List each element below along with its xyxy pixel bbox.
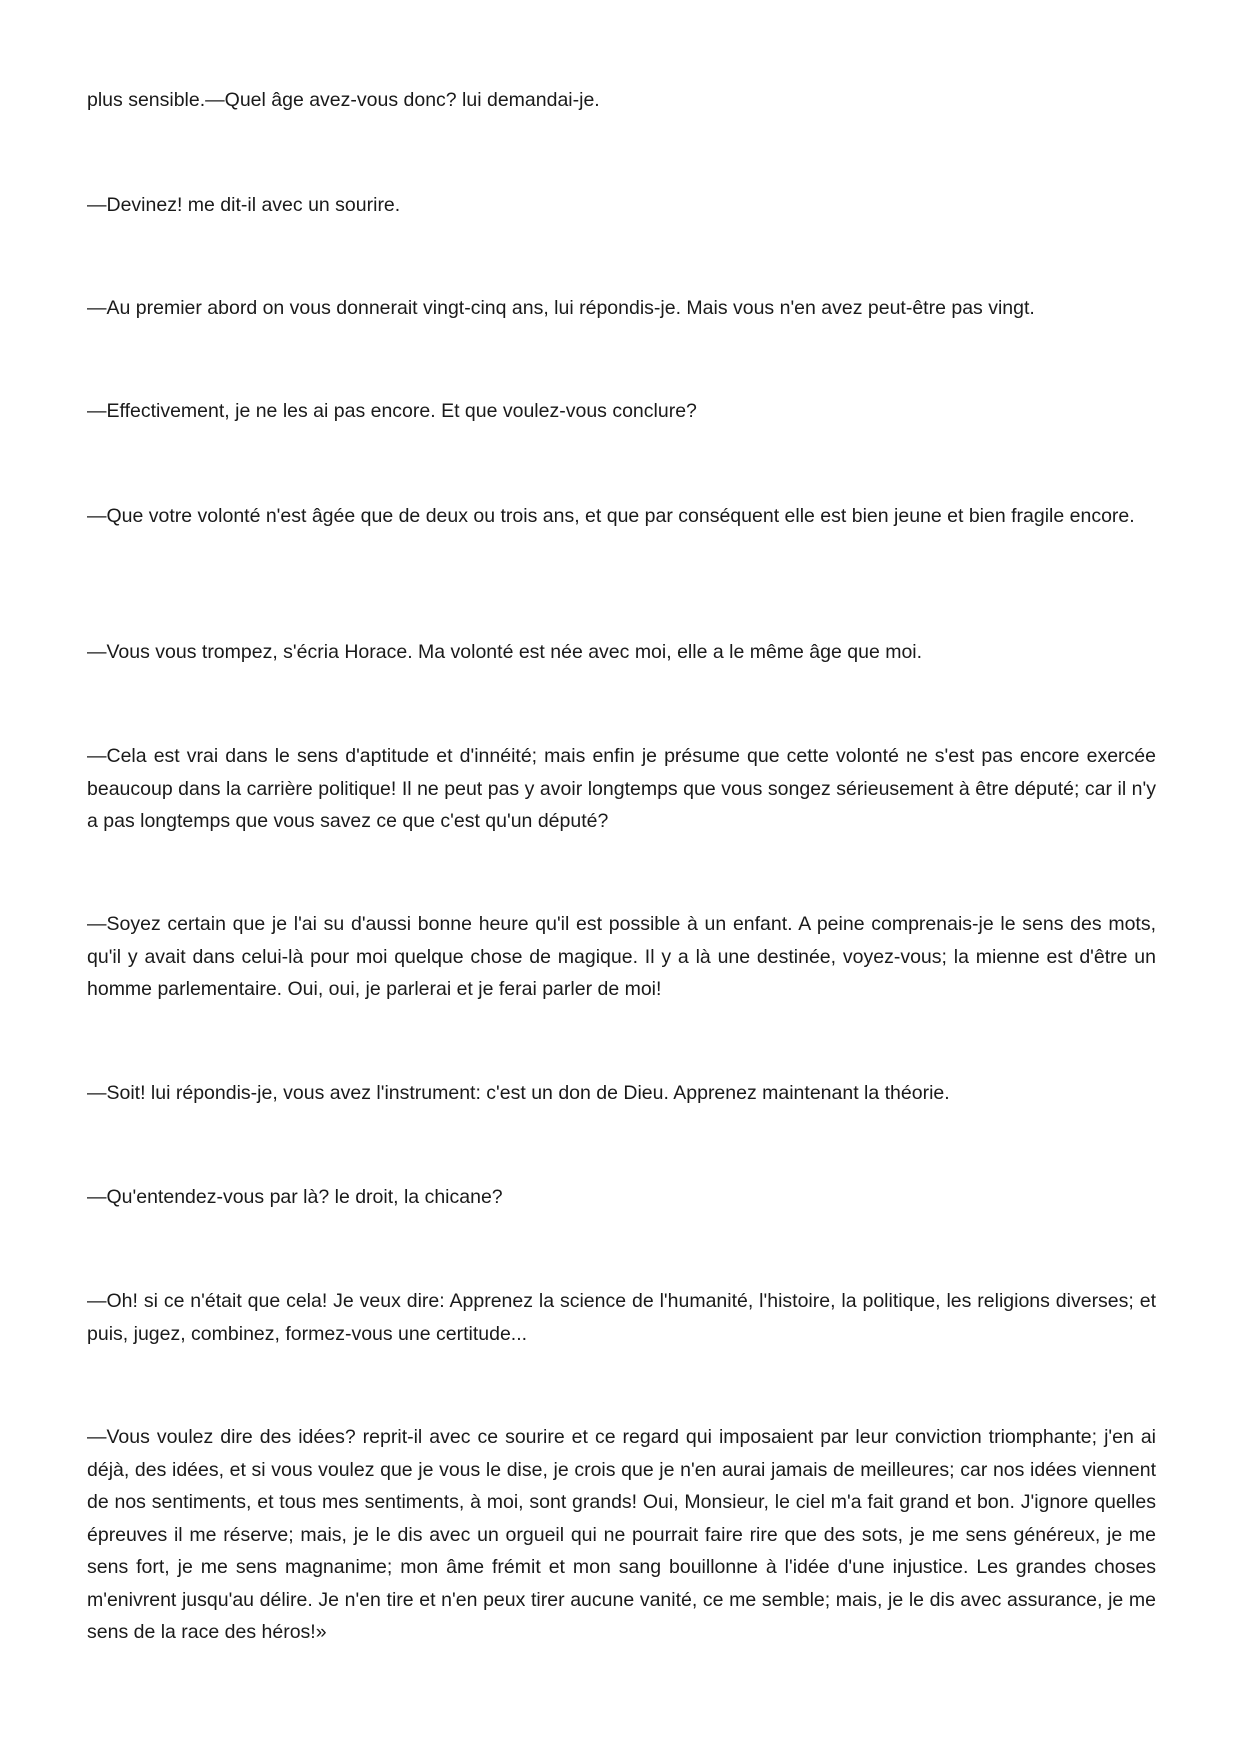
document-page	[87, 0, 1156, 1755]
paragraph-3: —Au premier abord on vous donnerait vingt-cinq ans, lui répondis-je. Mais vous n'en avez peut-être pas vingt.	[87, 297, 1035, 319]
paragraph-2: —Devinez! me dit-il avec un sourire.	[87, 194, 401, 216]
paragraph-9: —Soit! lui répondis-je, vous avez l'instrument: c'est un don de Dieu. Apprenez maintenant la théorie.	[87, 1082, 950, 1104]
paragraph-1: plus sensible.—Quel âge avez-vous donc? lui demandai-je.	[87, 89, 600, 111]
paragraph-10: —Qu'entendez-vous par là? le droit, la chicane?	[87, 1186, 503, 1208]
paragraph-6: —Vous vous trompez, s'écria Horace. Ma volonté est née avec moi, elle a le même âge que moi.	[87, 641, 923, 663]
paragraph-8: —Soyez certain que je l'ai su d'aussi bonne heure qu'il est possible à un enfant. A peine comprenais-je le sens des mots, qu'il y avait dans celui-là pour moi quelque chose de magique. Il y a là une destinée, voyez-vous; la mienne est d'être un homme parlementaire. Oui, oui, je parlerai et je ferai parler de moi!	[87, 913, 1156, 1000]
paragraph-12: —Vous voulez dire des idées? reprit-il avec ce sourire et ce regard qui imposaient par leur conviction triomphante; j'en ai déjà, des idées, et si vous voulez que je vous le dise, je crois que je n'en aurai jamais de meilleures; car nos idées viennent de nos sentiments, et tous mes sentiments, à moi, sont grands! Oui, Monsieur, le ciel m'a fait grand et bon. J'ignore quelles épreuves il me réserve; mais, je le dis avec un orgueil qui ne pourrait faire rire que des sots, je me sens généreux, je me sens fort, je me sens magnanime; mon âme frémit et mon sang bouillonne à l'idée d'une injustice. Les grandes choses m'enivrent jusqu'au délire. Je n'en tire et n'en peux tirer aucune vanité, ce me semble; mais, je le dis avec assurance, je me sens de la race des héros!»	[87, 1426, 1156, 1643]
paragraph-7: —Cela est vrai dans le sens d'aptitude et d'innéité; mais enfin je présume que cette volonté ne s'est pas encore exercée beaucoup dans la carrière politique! Il ne peut pas y avoir longtemps que vous songez sérieusement à être député; car il n'y a pas longtemps que vous savez ce que c'est qu'un député?	[87, 745, 1156, 832]
paragraph-4: —Effectivement, je ne les ai pas encore. Et que voulez-vous conclure?	[87, 400, 697, 422]
paragraph-5: —Que votre volonté n'est âgée que de deux ou trois ans, et que par conséquent elle est bien jeune et bien fragile encore.	[87, 505, 1135, 527]
paragraph-11: —Oh! si ce n'était que cela! Je veux dire: Apprenez la science de l'humanité, l'histoire, la politique, les religions diverses; et puis, jugez, combinez, formez-vous une certitude...	[87, 1290, 1156, 1345]
